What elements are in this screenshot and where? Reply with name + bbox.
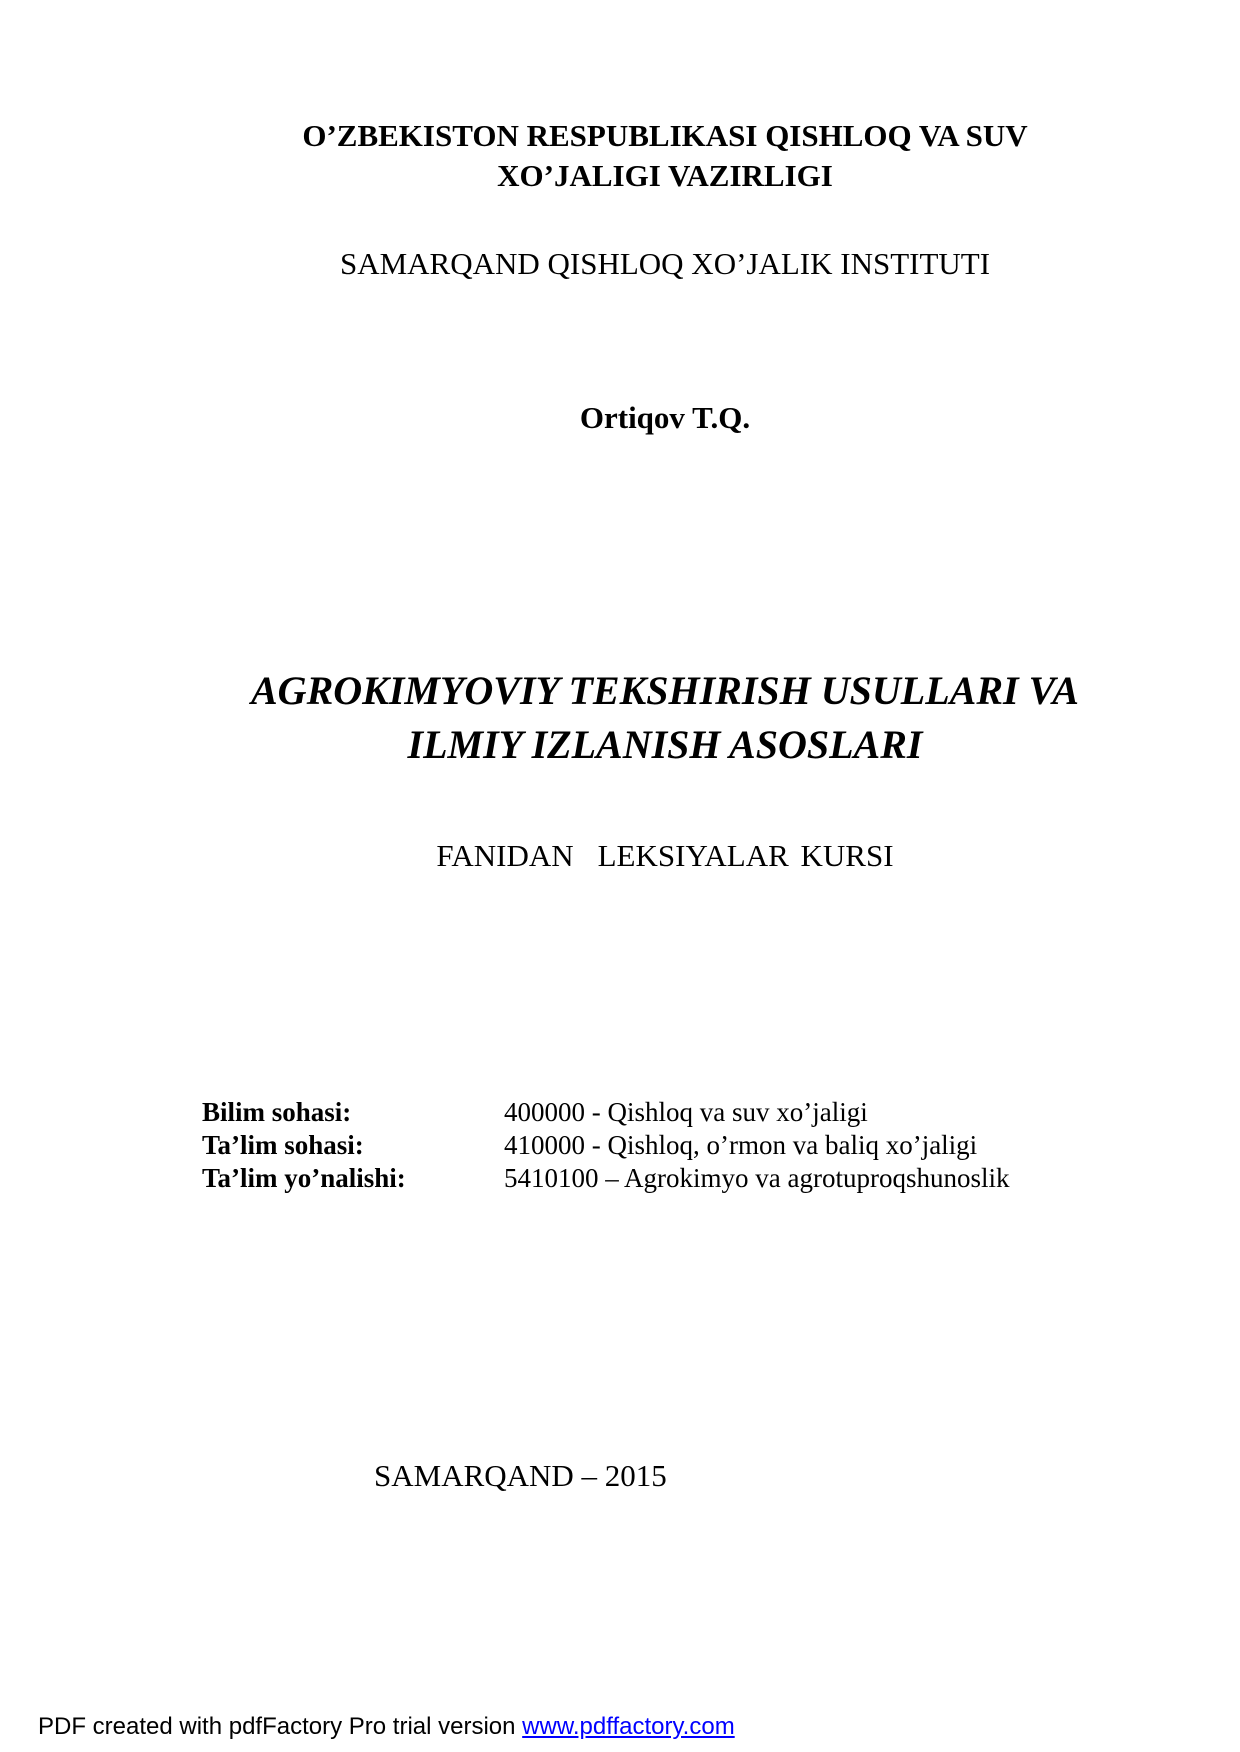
info-value: 410000 - Qishloq, o’rmon va baliq xo’jaligi bbox=[504, 1130, 978, 1160]
course-part-2: LEKSIYALAR KURSI bbox=[597, 838, 894, 873]
ministry-heading bbox=[0, 116, 1240, 196]
pdf-footer bbox=[38, 1712, 735, 1742]
institute-name: SAMARQAND QISHLOQ XO’JALIK INSTITUTI bbox=[339, 246, 991, 281]
info-value: 400000 - Qishloq va suv xo’jaligi bbox=[504, 1097, 868, 1127]
ministry-line-1: O’ZBEKISTON RESPUBLIKASI QISHLOQ VA SUV bbox=[302, 118, 1028, 153]
info-label: Bilim sohasi: bbox=[202, 1097, 352, 1127]
info-value: 5410100 – Agrokimyo va agrotuproqshunoslik bbox=[504, 1163, 1010, 1193]
info-row-talim-yonalishi bbox=[202, 1162, 1009, 1195]
info-row-talim-sohasi bbox=[202, 1129, 1009, 1162]
city-year: SAMARQAND – 2015 bbox=[374, 1458, 667, 1493]
info-table bbox=[202, 1096, 1009, 1195]
footer-link[interactable]: www.pdffactory.com bbox=[522, 1713, 735, 1740]
info-label: Ta’lim yo’nalishi: bbox=[202, 1163, 406, 1193]
title-line-2: ILMIY IZLANISH ASOSLARI bbox=[407, 722, 923, 767]
author-name: Ortiqov T.Q. bbox=[579, 400, 751, 435]
info-label: Ta’lim sohasi: bbox=[202, 1130, 364, 1160]
info-row-bilim bbox=[202, 1096, 1009, 1129]
document-title bbox=[0, 664, 1240, 772]
course-part-1: FANIDAN bbox=[436, 838, 574, 873]
ministry-line-2: XO’JALIGI VAZIRLIGI bbox=[497, 158, 833, 193]
footer-text: PDF created with pdfFactory Pro trial version bbox=[38, 1713, 523, 1740]
title-line-1: AGROKIMYOVIY TEKSHIRISH USULLARI VA bbox=[251, 668, 1079, 713]
course-subtitle bbox=[0, 836, 1240, 876]
